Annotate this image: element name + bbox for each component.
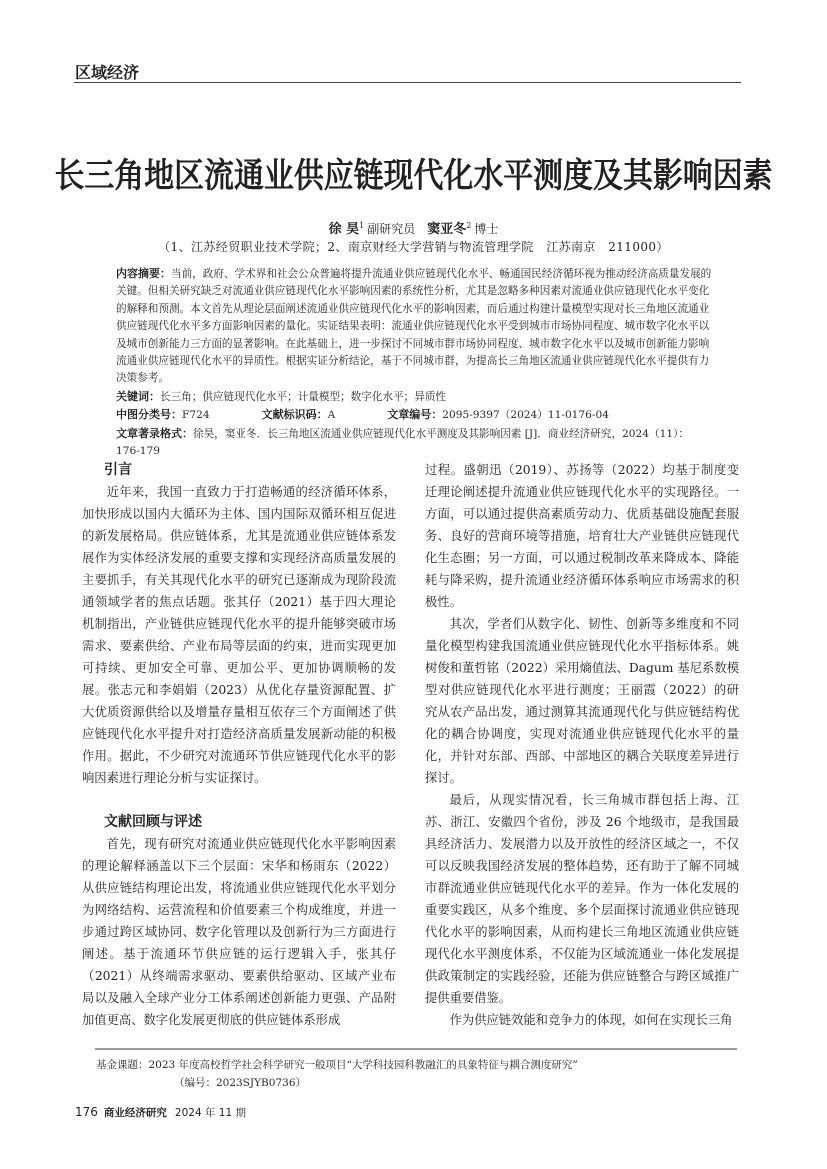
fund-note (96, 1056, 578, 1092)
author-affil-index: 1 (359, 221, 365, 230)
article-no-value: 2095-9397（2024）11-0176-04 (442, 409, 609, 422)
keywords-text: 长三角；供应链现代化水平；计量模型；数字化水平；异质性 (160, 390, 447, 403)
section-tag: 区域经济 (75, 63, 140, 82)
paragraph: 近年来，我国一直致力于打造畅通的经济循环体系，加快形成以国内大循环为主体、国内国际双循环相互促进的新发展格局。供应链体系，尤其是流通业供应链体系发展作为实体经济发展的重要支撑和实现经济高质量发展的主要抓手，有关其现代化水平的研究已逐渐成为现阶段流通领域学者的焦点话题。张其仔（2021）基于四大理论机制指出，产业链供应链现代化水平的提升能够突破市场需求、要素供给、产业布局等层面的约束，进而实现更加可持续、更加安全可靠、更加公平、更加协调顺畅的发展。张志元和李娟娟（2023）从优化存量资源配置、扩大优质资源供给以及增量存量相互依存三个方面阐述了供应链现代化水平提升对打造经济高质量发展新动能的积极作用。据此，不少研究对流通环节供应链现代化水平的影响因素进行理论分析与实证探讨。 (82, 485, 396, 785)
journal-name: 商业经济研究 (103, 1107, 167, 1119)
author-name: 徐 昊 (328, 222, 360, 237)
clc-number (116, 406, 210, 424)
clc-value: F724 (182, 409, 210, 422)
body-column-right (425, 459, 739, 1031)
article-title: 长三角地区流通业供应链现代化水平测度及其影响因素 (54, 156, 773, 196)
page-number: 176 (75, 1105, 98, 1119)
keywords (116, 388, 712, 406)
abstract-label: 内容摘要： (116, 267, 171, 280)
classification-row (116, 406, 712, 424)
footnote-rule (95, 1048, 737, 1050)
section-heading-literature-review: 文献回顾与评述 (104, 814, 202, 830)
citation-text: 徐昊，窦亚冬．长三角地区流通业供应链现代化水平测度及其影响因素 [J]．商业经济研究，2024（11）：176-179 (116, 427, 689, 458)
citation-format (116, 425, 712, 461)
clc-label: 中图分类号： (116, 408, 182, 422)
abstract-text: 当前，政府、学术界和社会公众普遍将提升流通业供应链现代化水平、畅通国民经济循环视为推动经济高质量发展的关键。但相关研究缺乏对流通业供应链现代化水平影响因素的系统性分析，尤其是忽略多种因素对流通业供应链现代化水平变化的解释和预测。本文首先从理论层面阐述流通业供应链现代化水平的影响因素，而后通过构建计量模型实现对长三角地区流通业供应链现代化水平多方面影响因素的量化。实证结果表明：流通业供应链现代化水平受到城市市场协同程度、城市数字化水平以及城市创新能力三方面的显著影响。在此基础上，进一步探讨不同城市群市场协同程度、城市数字化水平以及城市创新能力影响流通业供应链现代化水平的异质性。根据实证分析结论，基于不同城市群，为提高长三角地区流通业供应链现代化水平提供有力决策参考。 (116, 268, 712, 385)
paragraph: 过程。盛朝迅（2019）、苏扬等（2022）均基于制度变迁理论阐述提升流通业供应链现代化水平的实现路径。一方面，可以通过提供高素质劳动力、优质基础设施配套服务、良好的营商环境等措施，培育壮大产业链供应链现代化生态圈；另一方面，可以通过税制改革来降成本、降能耗与降采购，提升流通业经济循环体系响应市场需求的积极性。 (425, 463, 739, 609)
article-number (387, 406, 609, 424)
section-heading-introduction: 引言 (104, 462, 132, 478)
author-line (0, 218, 827, 237)
citation-label: 文章著录格式： (116, 426, 193, 440)
fund-number: （编号：2023SJYB0736） (174, 1077, 306, 1089)
page-footer (75, 1105, 246, 1120)
paragraph: 其次，学者们从数字化、韧性、创新等多维度和不同量化模型构建我国流通业供应链现代化水平指标体系。姚树俊和董哲铭（2022）采用熵值法、Dagum 基尼系数模型对供应链现代化水平进行测度；王丽霞（2022）的研究从农产品出发，通过测算其流通现代化与供应链结构优化的耦合协调度，实现对流通业供应链现代化水平的量化，并针对东部、西部、中部地区的耦合关联度差异进行探讨。 (425, 617, 739, 785)
paragraph: 最后，从现实情况看，长三角城市群包括上海、江苏、浙江、安徽四个省份，涉及 26 个地级市，是我国最具经济活力、发展潜力以及开放性的经济区域之一，不仅可以反映我国经济发展的整体趋势，还有助于了解不同城市群流通业供应链现代化水平的差异。作为一体化发展的重要实践区，从多个维度、多个层面探讨流通业供应链现代化水平的影响因素，从而构建长三角地区流通业供应链现代化水平测度体系，不仅能为区域流通业一体化发展提供政策制定的实践经验，还能为供应链整合与跨区域推广提供重要借鉴。 (425, 793, 739, 1005)
article-no-label: 文章编号： (387, 408, 443, 422)
abstract-block (116, 265, 712, 460)
issue-label: 2024 年 11 期 (174, 1107, 247, 1119)
keywords-label: 关键词： (116, 389, 160, 403)
body-column-left (82, 459, 396, 1031)
paragraph: 首先，现有研究对流通业供应链现代化水平影响因素的理论解释涵盖以下三个层面：宋华和杨雨东（2022）从供应链结构理论出发，将流通业供应链现代化水平划分为网络结构、运营流程和价值要素三个构成维度，并进一步通过跨区域协同、数字化管理以及创新行为三方面进行阐述。基于流通环节供应链的运行逻辑入手，张其仔（2021）从终端需求驱动、要素供给驱动、区域产业布局以及融入全球产业分工体系阐述创新能力更强、产品附加值更高、数字化发展更彻底的供应链体系形成 (82, 837, 396, 1027)
affiliation: （1、江苏经贸职业技术学院；2、南京财经大学营销与物流管理学院 江苏南京 211000） (158, 240, 669, 254)
author-name: 窦亚冬 (427, 222, 467, 237)
doc-code-value: A (327, 409, 336, 422)
paragraph: 作为供应链效能和竞争力的体现，如何在实现长三角 (449, 1013, 733, 1027)
doc-code-label: 文献标识码： (261, 408, 328, 422)
author-role: 博士 (474, 222, 499, 236)
document-code (262, 406, 336, 424)
author-role: 副研究员 (367, 222, 416, 236)
abstract (116, 265, 712, 388)
fund-line: 基金课题：2023 年度高校哲学社会科学研究一般项目“大学科技园科教融汇的具象特征与耦合测度研究” (96, 1059, 578, 1071)
author-affil-index: 2 (466, 221, 472, 230)
header-rule (74, 82, 741, 83)
